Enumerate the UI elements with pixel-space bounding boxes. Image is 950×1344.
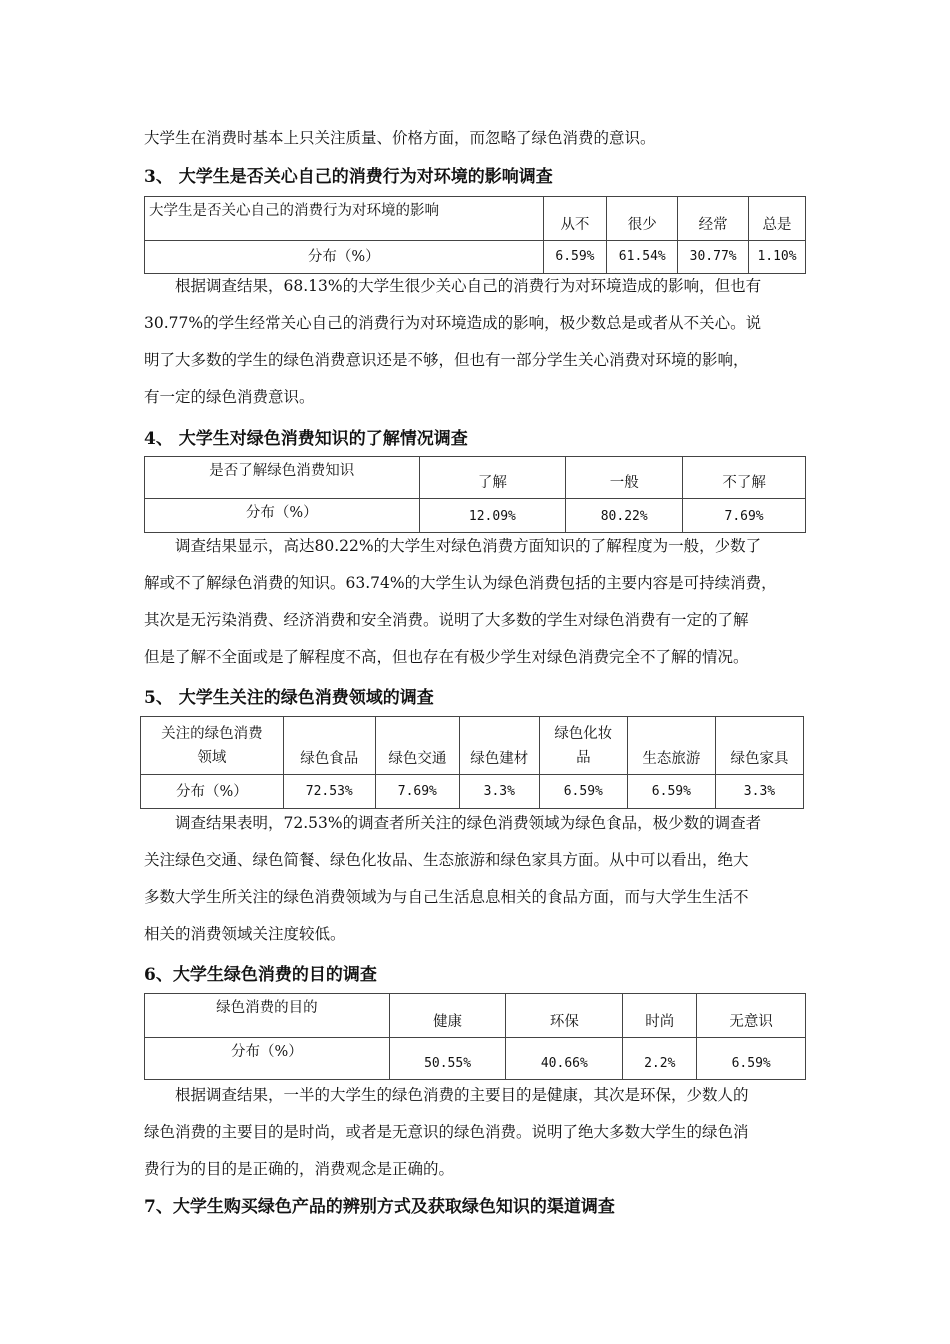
text-line: 明了大多数的学生的绿色消费意识还是不够，但也有一部分学生关心消费对环境的影响，	[144, 351, 749, 369]
text-line: 大学生在消费时基本上只关注质量、价格方面，而忽略了绿色消费的意识。	[144, 129, 656, 147]
text-line: 30.77%的学生经常关心自己的消费行为对环境造成的影响，极少数总是或者从不关心。说	[144, 314, 762, 332]
text-line: 其次是无污染消费、经济消费和安全消费。说明了大多数的学生对绿色消费有一定的了解	[144, 611, 749, 629]
column-header: 一般	[566, 457, 683, 499]
section3-paragraph	[144, 268, 808, 416]
column-header: 总是	[749, 197, 806, 241]
column-header: 绿色家具	[715, 717, 803, 775]
table-cell: 12.09%	[419, 499, 566, 533]
row-label: 分布（%）	[141, 775, 284, 809]
table-cell: 6.59%	[627, 775, 715, 809]
column-header: 无意识	[697, 994, 806, 1038]
text-line: 解或不了解绿色消费的知识。63.74%的大学生认为绿色消费包括的主要内容是可持续消费，	[144, 574, 777, 592]
section5-table	[140, 716, 804, 809]
section3-table	[144, 196, 806, 274]
column-header: 时尚	[623, 994, 697, 1038]
section5-paragraph	[144, 805, 808, 953]
column-header: 绿色建材	[459, 717, 539, 775]
table-cell: 3.3%	[459, 775, 539, 809]
table-cell: 6.59%	[539, 775, 627, 809]
table-label-cell: 大学生是否关心自己的消费行为对环境的影响	[145, 197, 544, 241]
row-label: 分布（%）	[145, 241, 544, 274]
column-header: 生态旅游	[627, 717, 715, 775]
label-line: 关注的绿色消费	[161, 725, 263, 742]
text-line: 有一定的绿色消费意识。	[144, 388, 315, 406]
column-header: 很少	[607, 197, 678, 241]
column-header: 绿色食品	[283, 717, 375, 775]
column-header: 从不	[543, 197, 607, 241]
text-line: 调查结果显示，高达80.22%的大学生对绿色消费方面知识的了解程度为一般，少数了	[175, 537, 762, 555]
table-cell: 30.77%	[678, 241, 749, 274]
column-header: 了解	[419, 457, 566, 499]
row-label: 分布（%）	[145, 1038, 390, 1080]
table-label-cell: 是否了解绿色消费知识	[145, 457, 420, 499]
section4-paragraph	[144, 528, 808, 676]
intro-paragraph	[144, 120, 808, 157]
table-cell: 6.59%	[543, 241, 607, 274]
column-header: 健康	[389, 994, 506, 1038]
text-line: 根据调查结果，一半的大学生的绿色消费的主要目的是健康，其次是环保，少数人的	[175, 1086, 749, 1104]
section6-heading: 6、大学生绿色消费的目的调查	[144, 965, 377, 985]
table-label-cell: 绿色消费的目的	[145, 994, 390, 1038]
text-line: 关注绿色交通、绿色简餐、绿色化妆品、生态旅游和绿色家具方面。从中可以看出，绝大	[144, 851, 749, 869]
section5-heading: 5、 大学生关注的绿色消费领域的调查	[144, 688, 434, 708]
table-cell: 6.59%	[697, 1038, 806, 1080]
section6-table	[144, 993, 806, 1080]
table-cell: 50.55%	[389, 1038, 506, 1080]
column-header: 经常	[678, 197, 749, 241]
row-label: 分布（%）	[145, 499, 420, 533]
column-header: 不了解	[683, 457, 806, 499]
text-line: 绿色消费的主要目的是时尚，或者是无意识的绿色消费。说明了绝大多数大学生的绿色消	[144, 1123, 749, 1141]
text-line: 调查结果表明，72.53%的调查者所关注的绿色消费领域为绿色食品，极少数的调查者	[175, 814, 762, 832]
section7-heading: 7、大学生购买绿色产品的辨别方式及获取绿色知识的渠道调查	[144, 1197, 615, 1217]
column-header: 绿色交通	[375, 717, 459, 775]
text-line: 相关的消费领域关注度较低。	[144, 925, 346, 943]
column-header: 环保	[506, 994, 623, 1038]
table-cell: 72.53%	[283, 775, 375, 809]
section4-heading: 4、 大学生对绿色消费知识的了解情况调查	[144, 429, 468, 449]
section6-paragraph	[144, 1077, 808, 1188]
label-line: 领域	[197, 749, 227, 766]
section4-table	[144, 456, 806, 533]
text-line: 但是了解不全面或是了解程度不高，但也存在有极少学生对绿色消费完全不了解的情况。	[144, 648, 749, 666]
table-cell: 3.3%	[715, 775, 803, 809]
table-cell: 7.69%	[683, 499, 806, 533]
table-label-cell	[141, 717, 284, 775]
table-cell: 2.2%	[623, 1038, 697, 1080]
header-line: 品	[576, 749, 591, 766]
table-cell: 7.69%	[375, 775, 459, 809]
column-header	[539, 717, 627, 775]
text-line: 多数大学生所关注的绿色消费领域为与自己生活息息相关的食品方面，而与大学生生活不	[144, 888, 749, 906]
header-line: 绿色化妆	[554, 725, 613, 742]
text-line: 费行为的目的是正确的，消费观念是正确的。	[144, 1160, 455, 1178]
table-cell: 1.10%	[749, 241, 806, 274]
table-cell: 40.66%	[506, 1038, 623, 1080]
section3-heading: 3、 大学生是否关心自己的消费行为对环境的影响调查	[144, 167, 553, 187]
table-cell: 80.22%	[566, 499, 683, 533]
table-cell: 61.54%	[607, 241, 678, 274]
text-line: 根据调查结果，68.13%的大学生很少关心自己的消费行为对环境造成的影响，但也有	[175, 277, 762, 295]
